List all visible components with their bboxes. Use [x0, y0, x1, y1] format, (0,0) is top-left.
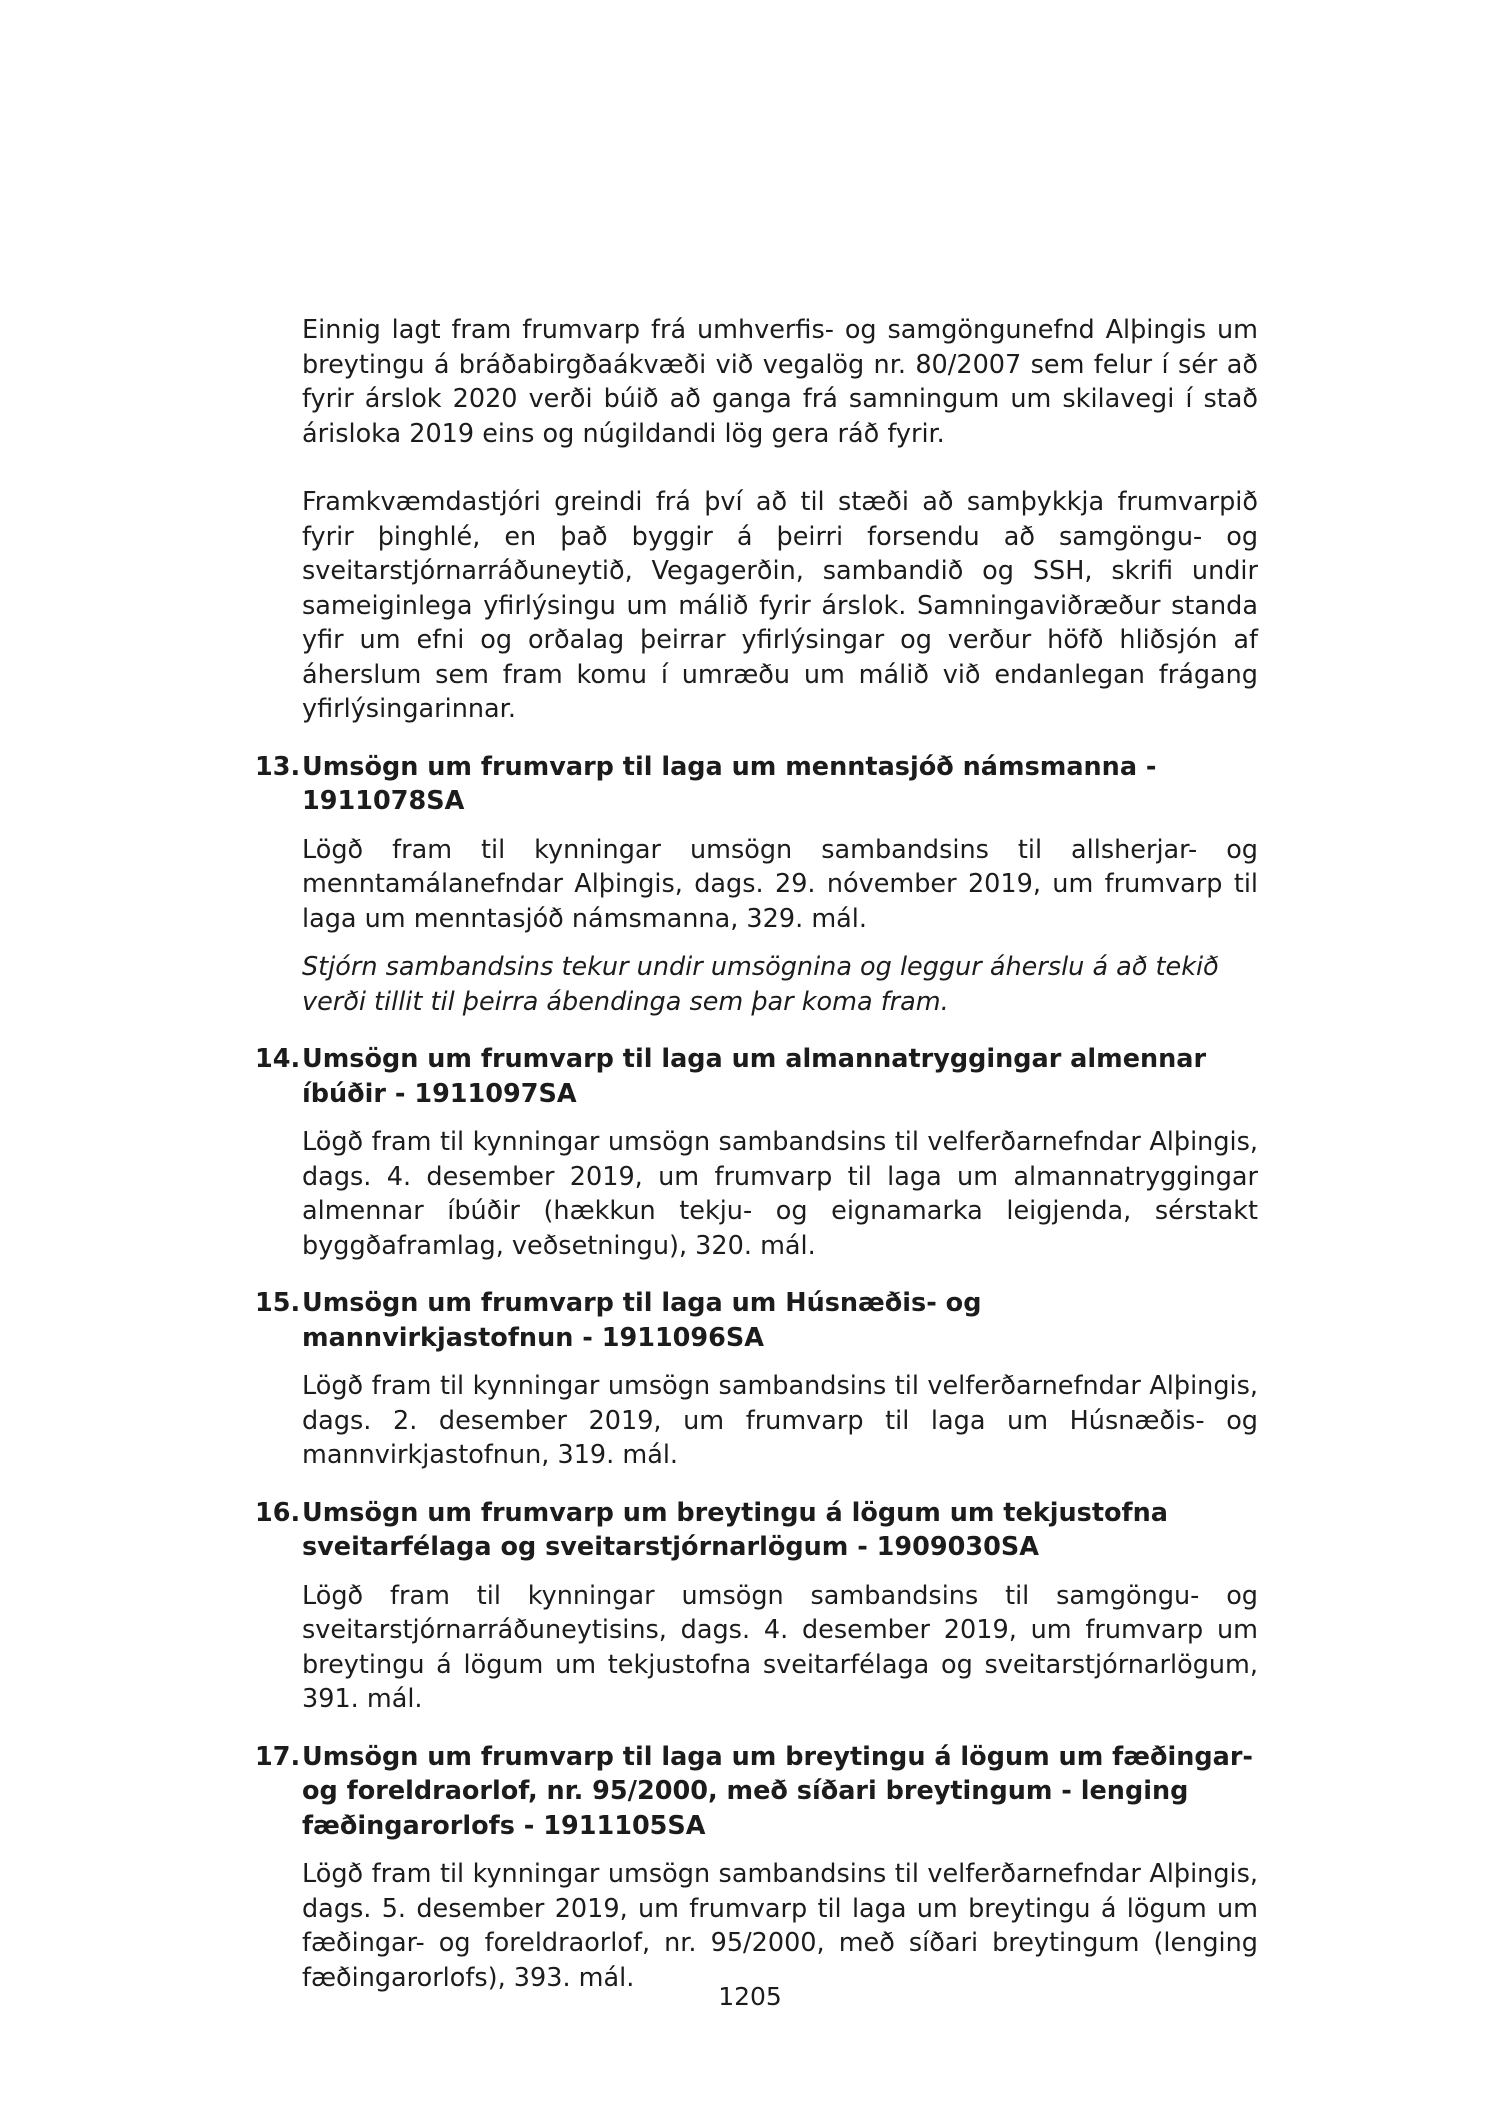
item-number: 17. — [255, 1741, 301, 1772]
agenda-item-13 — [255, 750, 1258, 1020]
item-body: Lögð fram til kynningar umsögn sambandsins til allsherjar- og menntamálanefndar Alþingis, dags. 29. nóvember 2019, um frumvarp til laga um menntasjóð námsmanna, 329. mál. — [302, 834, 1258, 934]
item-title: Umsögn um frumvarp til laga um Húsnæðis- og mannvirkjastofnun - 1911096SA — [302, 1288, 982, 1353]
item-decision-note: Stjórn sambandsins tekur undir umsögnina og leggur áherslu á að tekið verði tillit til þeirra ábendinga sem þar koma fram. — [302, 952, 1219, 1017]
item-title: Umsögn um frumvarp til laga um almannatryggingar almennar íbúðir - 1911097SA — [302, 1044, 1207, 1109]
agenda-item-16 — [255, 1496, 1258, 1717]
page-content — [255, 313, 1258, 1995]
item-number: 15. — [255, 1288, 301, 1318]
item-body: Lögð fram til kynningar umsögn sambandsins til velferðarnefndar Alþingis, dags. 5. desember 2019, um frumvarp til laga um breytingu á lögum um fæðingar- og foreldraorlof, nr. 95/2000, með síðari breytingum (lenging fæðingarorlofs), 393. mál. — [302, 1859, 1258, 1993]
director-report-paragraph: Framkvæmdastjóri greindi frá því að til stæði að samþykkja frumvarpið fyrir þinghlé, en það byggir á þeirri forsendu að samgöngu- og sveitarstjórnarráðuneytið, Vegagerðin, sambandið og SSH, skrifi undir sameiginlega yfirlýsingu um málið fyrir árslok. Samningaviðræður standa yfir um efni og orðalag þeirrar yfirlýsingar og verður höfð hliðsjón af áherslum sem fram komu í umræðu um málið við endanlegan frágang yfirlýsingarinnar. — [302, 487, 1258, 724]
item-title: Umsögn um frumvarp um breytingu á lögum um tekjustofna sveitarfélaga og sveitarstjórnarlögum - 1909030SA — [302, 1497, 1168, 1562]
item-title: Umsögn um frumvarp til laga um breytingu á lögum um fæðingar- og foreldraorlof, nr. 95/2000, með síðari breytingum - lenging fæðingarorlofs - 1911105SA — [302, 1741, 1253, 1841]
page-number: 1205 — [718, 1982, 782, 2011]
item-number: 13. — [255, 751, 301, 782]
intro-paragraph: Einnig lagt fram frumvarp frá umhverfis- og samgöngunefnd Alþingis um breytingu á bráðabirgðaákvæði við vegalög nr. 80/2007 sem felur í sér að fyrir árslok 2020 verði búið að ganga frá samningum um skilavegi í stað árisloka 2019 eins og núgildandi lög gera ráð fyrir. — [302, 315, 1258, 449]
item-body: Lögð fram til kynningar umsögn sambandsins til velferðarnefndar Alþingis, dags. 4. desember 2019, um frumvarp til laga um almannatryggingar almennar íbúðir (hækkun tekju- og eignamarka leigjenda, sérstakt byggðaframlag, veðsetningu), 320. mál. — [302, 1127, 1258, 1261]
item-body: Lögð fram til kynningar umsögn sambandsins til samgöngu- og sveitarstjórnarráðuneytisins, dags. 4. desember 2019, um frumvarp um breytingu á lögum um tekjustofna sveitarfélaga og sveitarstjórnarlögum, 391. mál. — [302, 1580, 1258, 1714]
item-title: Umsögn um frumvarp til laga um menntasjóð námsmanna - 1911078SA — [302, 751, 1157, 816]
agenda-item-15 — [255, 1286, 1258, 1473]
item-body: Lögð fram til kynningar umsögn sambandsins til velferðarnefndar Alþingis, dags. 2. desember 2019, um frumvarp til laga um Húsnæðis- og mannvirkjastofnun, 319. mál. — [302, 1371, 1258, 1470]
item-number: 14. — [255, 1044, 301, 1074]
agenda-item-14 — [255, 1042, 1258, 1263]
item-number: 16. — [255, 1497, 301, 1528]
agenda-item-17 — [255, 1740, 1258, 1996]
